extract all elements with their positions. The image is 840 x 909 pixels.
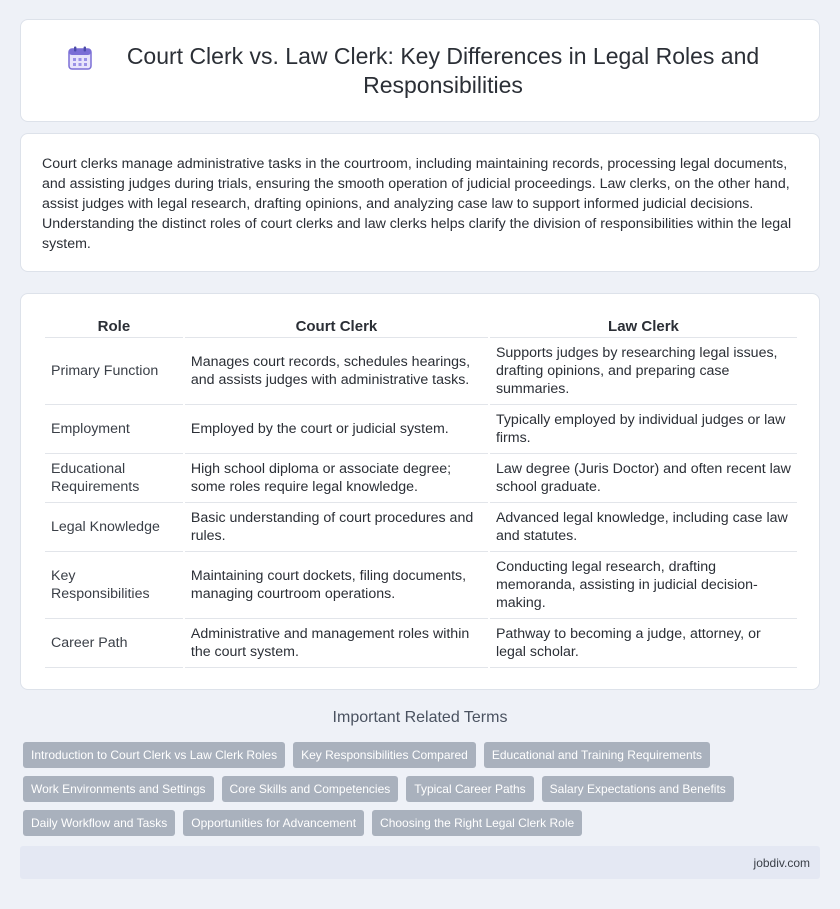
table-row (45, 405, 797, 454)
related-terms-tags (23, 742, 823, 844)
court-clerk-cell: Employed by the court or judicial system. (185, 405, 488, 454)
page-footer (20, 846, 820, 879)
row-role-cell: Career Path (45, 619, 183, 668)
law-clerk-cell: Pathway to becoming a judge, attorney, or legal scholar. (490, 619, 797, 668)
table-row (45, 552, 797, 619)
law-clerk-cell: Law degree (Juris Doctor) and often recent law school graduate. (490, 454, 797, 503)
header-content (67, 42, 773, 100)
court-clerk-cell: High school diploma or associate degree; some roles require legal knowledge. (185, 454, 488, 503)
related-term-tag[interactable]: Key Responsibilities Compared (293, 742, 476, 768)
intro-paragraph: Court clerks manage administrative tasks in the courtroom, including maintaining records, processing legal documents, and assisting judges during trials, ensuring the smooth operation of judicial proceedings. Law clerks, on the other hand, assist judges with legal research, drafting opinions, and analyzing case law to support informed judicial decisions. Understanding the distinct roles of court clerks and law clerks helps clarify the division of responsibilities within the legal system. (42, 156, 792, 252)
related-terms-title: Important Related Terms (332, 709, 508, 726)
court-clerk-cell: Manages court records, schedules hearings, and assists judges with administrative tasks. (185, 338, 488, 405)
row-role-cell: Legal Knowledge (45, 503, 183, 552)
column-header-role: Role (45, 314, 183, 338)
law-clerk-cell: Typically employed by individual judges or law firms. (490, 405, 797, 454)
law-clerk-cell: Advanced legal knowledge, including case law and statutes. (490, 503, 797, 552)
page-title: Court Clerk vs. Law Clerk: Key Differences in Legal Roles and Responsibilities (126, 42, 760, 98)
related-term-tag[interactable]: Salary Expectations and Benefits (542, 776, 734, 802)
table-row (45, 454, 797, 503)
court-clerk-cell: Basic understanding of court procedures and rules. (185, 503, 488, 552)
table-header-row (45, 314, 797, 338)
row-role-cell: Key Responsibilities (45, 552, 183, 619)
page-header (20, 19, 820, 122)
intro-card (20, 133, 820, 272)
row-role-cell: Educational Requirements (45, 454, 183, 503)
table-row (45, 619, 797, 668)
court-clerk-cell: Maintaining court dockets, filing documents, managing courtroom operations. (185, 552, 488, 619)
column-header-court-clerk: Court Clerk (185, 314, 488, 338)
row-role-cell: Primary Function (45, 338, 183, 405)
related-term-tag[interactable]: Typical Career Paths (406, 776, 533, 802)
comparison-table-card (20, 293, 820, 690)
table-row (45, 338, 797, 405)
related-term-tag[interactable]: Core Skills and Competencies (222, 776, 399, 802)
comparison-table (43, 314, 799, 668)
law-clerk-cell: Supports judges by researching legal issues, drafting opinions, and preparing case summaries. (490, 338, 797, 405)
law-clerk-cell: Conducting legal research, drafting memoranda, assisting in judicial decision-making. (490, 552, 797, 619)
row-role-cell: Employment (45, 405, 183, 454)
calendar-icon (67, 45, 93, 71)
related-term-tag[interactable]: Introduction to Court Clerk vs Law Clerk Roles (23, 742, 285, 768)
related-term-tag[interactable]: Work Environments and Settings (23, 776, 214, 802)
table-row (45, 503, 797, 552)
related-term-tag[interactable]: Choosing the Right Legal Clerk Role (372, 810, 582, 836)
column-header-law-clerk: Law Clerk (490, 314, 797, 338)
related-term-tag[interactable]: Educational and Training Requirements (484, 742, 710, 768)
footer-site-link[interactable]: jobdiv.com (753, 855, 810, 870)
related-term-tag[interactable]: Daily Workflow and Tasks (23, 810, 175, 836)
related-term-tag[interactable]: Opportunities for Advancement (183, 810, 364, 836)
court-clerk-cell: Administrative and management roles within the court system. (185, 619, 488, 668)
